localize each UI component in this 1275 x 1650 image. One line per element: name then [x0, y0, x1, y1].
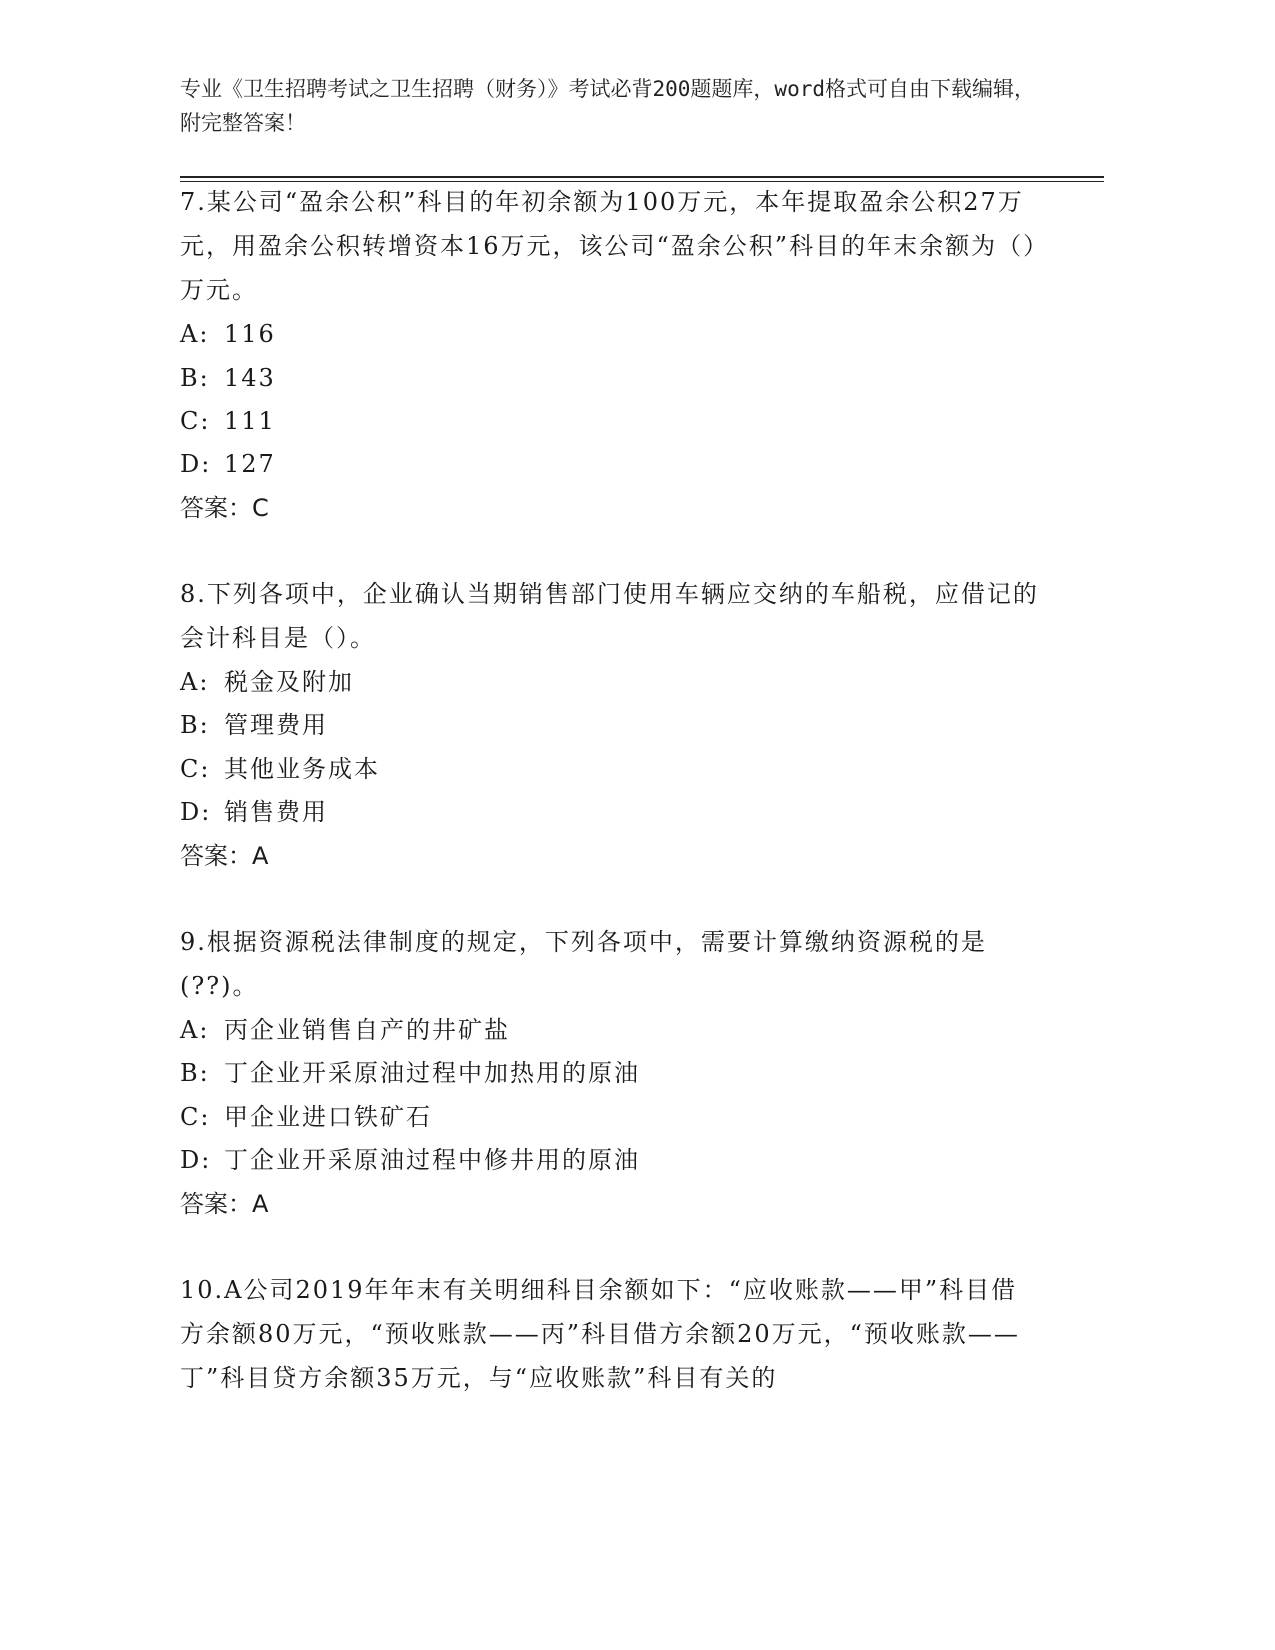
- option-text: 丁企业开采原油过程中加热用的原油: [224, 1059, 640, 1087]
- option-letter: B:: [180, 364, 210, 392]
- option-letter: D:: [180, 450, 212, 478]
- option-text: 丁企业开采原油过程中修井用的原油: [224, 1146, 640, 1174]
- question-7-option-d: [180, 442, 276, 486]
- option-text: 127: [224, 450, 276, 478]
- option-text: 销售费用: [224, 798, 328, 826]
- option-text: 116: [224, 320, 276, 348]
- question-9-option-d: [180, 1138, 640, 1182]
- question-8-option-b: [180, 703, 328, 747]
- option-text: 税金及附加: [224, 668, 354, 696]
- question-7-option-c: [180, 399, 276, 443]
- question-9-option-c: [180, 1095, 432, 1139]
- document-header: 专业《卫生招聘考试之卫生招聘（财务）》考试必背200题题库，word格式可自由下载编辑，附完整答案！: [180, 77, 1035, 135]
- option-letter: A:: [180, 1016, 210, 1044]
- question-10-stem: 10.A公司2019年年末有关明细科目余额如下：“应收账款——甲”科目借方余额80万元，“预收账款——丙”科目借方余额20万元，“预收账款——丁”科目贷方余额35万元，与“应收账款”科目有关的: [180, 1276, 1020, 1392]
- question-9-option-b: [180, 1051, 640, 1095]
- option-letter: A:: [180, 668, 210, 696]
- header-divider-thick: [180, 176, 1104, 178]
- option-text: 其他业务成本: [224, 755, 380, 783]
- option-letter: A:: [180, 320, 210, 348]
- option-letter: C:: [180, 1103, 211, 1131]
- question-8-option-a: [180, 660, 354, 704]
- option-letter: D:: [180, 1146, 212, 1174]
- question-7-option-b: [180, 356, 276, 400]
- option-letter: B:: [180, 711, 210, 739]
- option-text: 143: [224, 364, 276, 392]
- question-7-answer: 答案：C: [180, 494, 269, 522]
- option-text: 丙企业销售自产的井矿盐: [224, 1016, 510, 1044]
- option-letter: B:: [180, 1059, 210, 1087]
- option-text: 管理费用: [224, 711, 328, 739]
- question-7-option-a: [180, 312, 276, 356]
- question-9-answer: 答案：A: [180, 1190, 269, 1218]
- question-8-option-d: [180, 790, 328, 834]
- question-8-answer: 答案：A: [180, 842, 269, 870]
- question-9-option-a: [180, 1008, 510, 1052]
- option-text: 甲企业进口铁矿石: [224, 1103, 432, 1131]
- option-text: 111: [224, 407, 276, 435]
- question-8-stem: 8.下列各项中，企业确认当期销售部门使用车辆应交纳的车船税，应借记的会计科目是（）。: [180, 580, 1039, 652]
- question-7-stem: 7.某公司“盈余公积”科目的年初余额为100万元，本年提取盈余公积27万元，用盈余公积转增资本16万元，该公司“盈余公积”科目的年末余额为（）万元。: [180, 188, 1038, 304]
- question-9-stem: 9.根据资源税法律制度的规定，下列各项中，需要计算缴纳资源税的是(??)。: [180, 928, 987, 1000]
- option-letter: C:: [180, 755, 211, 783]
- option-letter: C:: [180, 407, 211, 435]
- question-8-option-c: [180, 747, 380, 791]
- option-letter: D:: [180, 798, 212, 826]
